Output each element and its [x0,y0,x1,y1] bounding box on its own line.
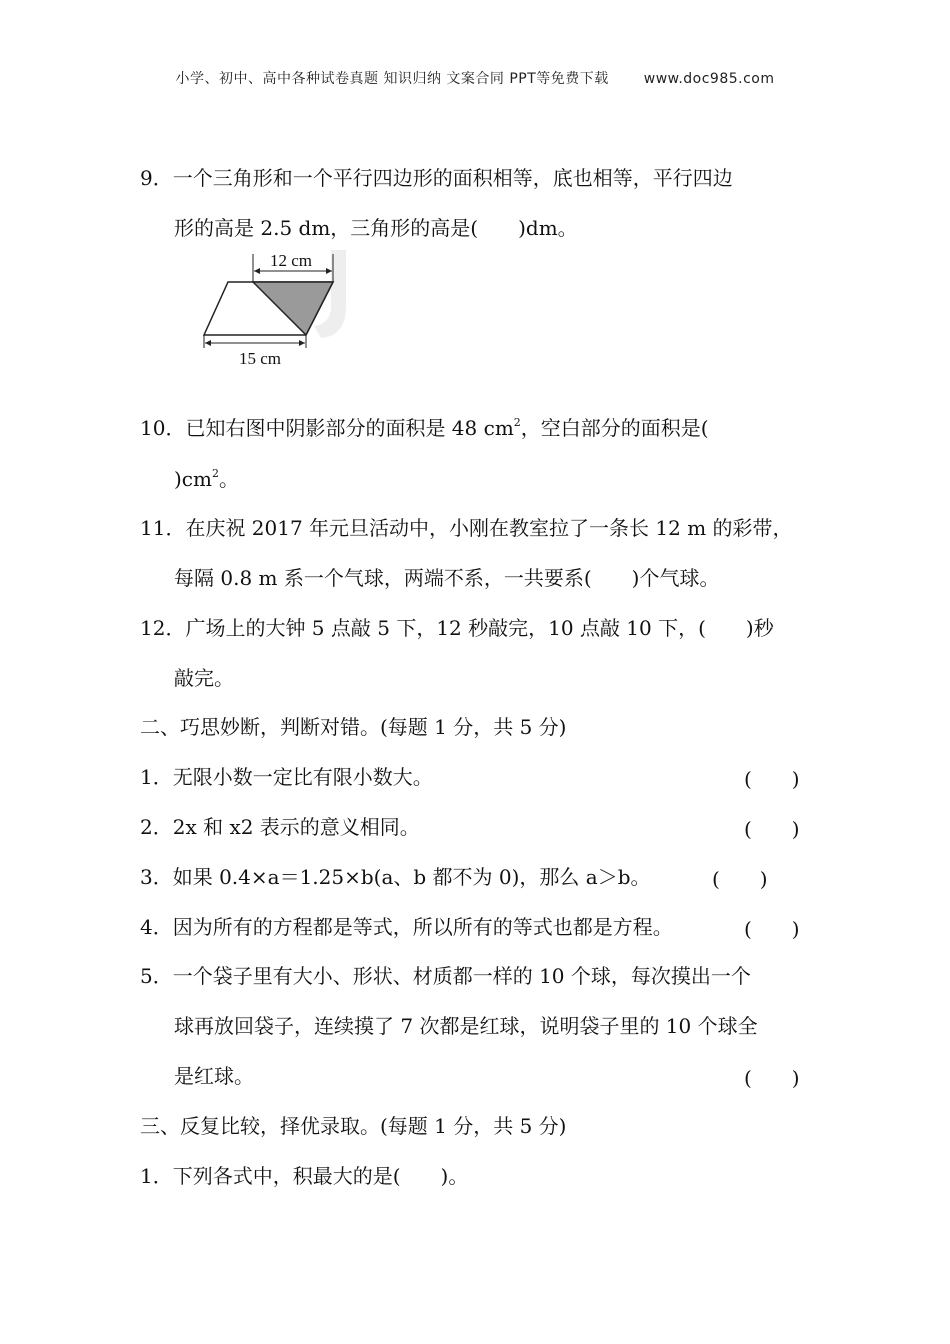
s2-item-5-line3: 是红球。 [174,1064,254,1088]
s2-answer-1[interactable]: ( ) [744,767,800,791]
q10-line1 [140,414,709,442]
s2-item-5-line2: 球再放回袋子，连续摸了 7 次都是红球，说明袋子里的 10 个球全 [174,1014,758,1038]
page-header [0,68,950,88]
q10-line2 [174,465,239,493]
q10-line1-a: 10．已知右图中阴影部分的面积是 48 cm [140,416,514,440]
header-site: www.doc985.com [643,71,775,87]
q10-line1-b: ，空白部分的面积是( [520,416,709,440]
s2-answer-5[interactable]: ( ) [744,1066,800,1090]
q10-line2-a: )cm [174,467,212,491]
figure-svg [196,246,356,371]
bottom-dim-label: 15 cm [238,349,282,368]
bottom-arrow-left [205,340,211,346]
bottom-arrow-right [299,340,305,346]
q11-line1: 11．在庆祝 2017 年元旦活动中，小刚在教室拉了一条长 12 m 的彩带， [140,516,793,540]
s2-item-1: 1．无限小数一定比有限小数大。 [140,765,433,789]
q9-line2: 形的高是 2.5 dm，三角形的高是( )dm。 [174,216,578,240]
s2-item-5-line1: 5．一个袋子里有大小、形状、材质都一样的 10 个球，每次摸出一个 [140,964,751,988]
q10-sup-1: 2 [513,416,521,429]
s3-item-1: 1．下列各式中，积最大的是( )。 [140,1164,469,1188]
q9-line1: 9．一个三角形和一个平行四边形的面积相等，底也相等，平行四边 [140,166,733,190]
s2-answer-3[interactable]: ( ) [712,867,768,891]
q10-sup-2: 2 [211,467,219,480]
s2-answer-2[interactable]: ( ) [744,817,800,841]
header-text: 小学、初中、高中各种试卷真题 知识归纳 文案合同 PPT等免费下载 [175,71,609,87]
q11-line2: 每隔 0.8 m 系一个气球，两端不系，一共要系( )个气球。 [174,566,720,590]
top-dim-label: 12 cm [269,251,313,270]
s2-answer-4[interactable]: ( ) [744,917,800,941]
top-arrow-left [254,268,260,274]
section2-title: 二、巧思妙断，判断对错。(每题 1 分，共 5 分) [140,715,567,739]
parallelogram-figure [196,246,356,375]
q12-line2: 敲完。 [174,666,234,690]
q10-line2-b: 。 [218,467,239,491]
s2-item-2: 2．2x 和 x2 表示的意义相同。 [140,815,420,839]
q12-line1: 12．广场上的大钟 5 点敲 5 下，12 秒敲完，10 点敲 10 下，( )秒 [140,616,774,640]
section3-title: 三、反复比较，择优录取。(每题 1 分，共 5 分) [140,1114,567,1138]
s2-item-4: 4．因为所有的方程都是等式，所以所有的等式也都是方程。 [140,915,673,939]
s2-item-3: 3．如果 0.4×a＝1.25×b(a、b 都不为 0)，那么 a＞b。 [140,865,651,889]
